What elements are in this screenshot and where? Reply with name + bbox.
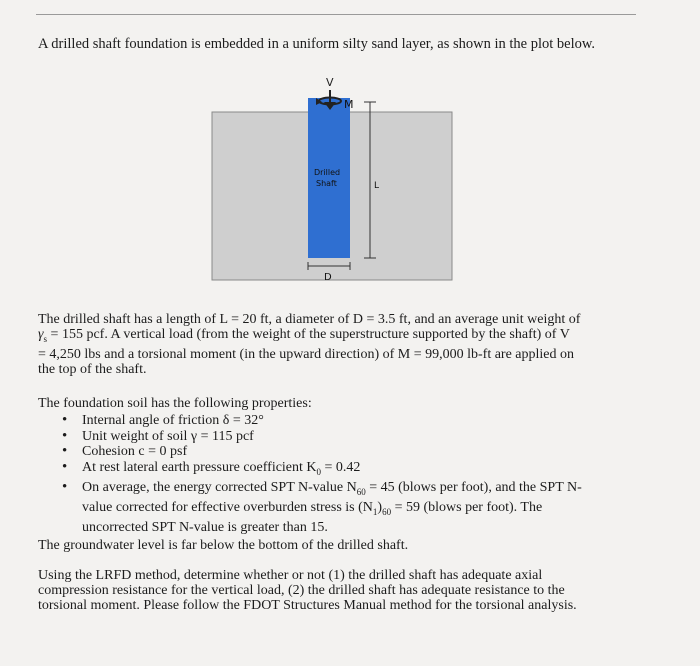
- spt-line1: • On average, the energy corrected SPT N-value $N_{60} = 45$ (blows per foot), and the SPT N-: [82, 479, 582, 497]
- shaft-description-line2: [38, 327, 638, 347]
- list-item: [60, 480, 640, 536]
- k0-text: At rest lateral earth pressure coefficient K: [82, 459, 317, 475]
- label-v: V: [326, 76, 334, 89]
- list-item: • Cohesion c = 0 psf: [60, 444, 640, 460]
- drilled-shaft-figure: [210, 76, 460, 286]
- shaft-label-line2: Shaft: [316, 179, 337, 188]
- gamma-subscript: s: [43, 333, 48, 344]
- shaft-description-line3: = 4,250 lbs and a torsional moment (in the upward direction) of M = 99,000 lb-ft are applied on: [38, 346, 575, 362]
- list-item: • Internal angle of friction δ = 32°: [60, 413, 640, 429]
- list-item: [60, 460, 640, 480]
- groundwater-note: The groundwater level is far below the bottom of the drilled shaft.: [38, 538, 409, 553]
- intro-text: A drilled shaft foundation is embedded in a uniform silty sand layer, as shown in the plot below.: [38, 36, 596, 52]
- question-text: [38, 568, 638, 613]
- figure-svg: [210, 76, 460, 286]
- spt-line2: value corrected for effective overburden stress is $(N_1)_{60} = 59$ (blows per foot). The: [82, 500, 543, 517]
- question-line1: Using the LRFD method, determine whether or not (1) the drilled shaft has adequate axial: [38, 568, 543, 583]
- shaft-description-line1: The drilled shaft has a length of L = 20 ft, a diameter of D = 3.5 ft, and an average unit weight of: [38, 312, 581, 327]
- shaft-description: [38, 312, 638, 377]
- list-item: • Unit weight of soil γ = 115 pcf: [60, 429, 640, 445]
- drilled-shaft: [308, 98, 350, 258]
- k0-subscript: 0: [316, 466, 322, 477]
- soil-properties-list: [60, 413, 640, 536]
- label-m: M: [344, 98, 354, 111]
- label-d: D: [324, 272, 332, 283]
- top-divider: [36, 14, 636, 15]
- question-line3: torsional moment. Please follow the FDOT Structures Manual method for the torsional analysis.: [38, 598, 577, 613]
- question-line2: compression resistance for the vertical load, (2) the drilled shaft has adequate resistance to the: [38, 583, 565, 598]
- shaft-label-line1: Drilled: [314, 168, 341, 177]
- shaft-description-line4: the top of the shaft.: [38, 361, 147, 377]
- spt-line3: uncorrected SPT N-value is greater than 15.: [82, 520, 328, 536]
- label-l: L: [374, 181, 380, 191]
- soil-properties-heading: The foundation soil has the following properties:: [38, 396, 312, 411]
- k0-value: = 0.42: [321, 459, 361, 475]
- shaft-description-line2-rest: = 155 pcf. A vertical load (from the weight of the superstructure supported by the shaft) of V: [47, 327, 570, 342]
- gamma-symbol: γ: [38, 327, 44, 342]
